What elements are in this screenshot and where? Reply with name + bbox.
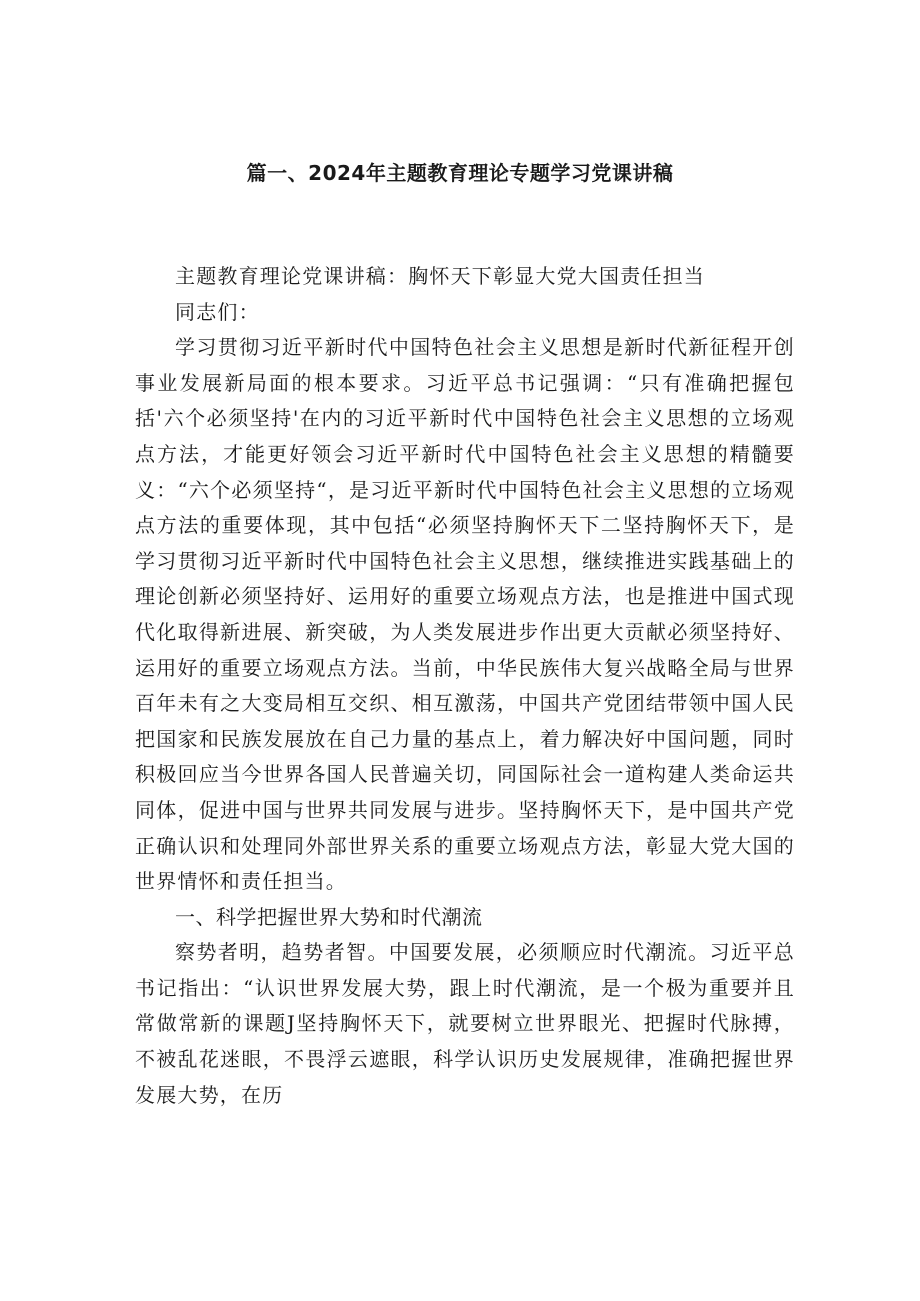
document-title: 篇一、2024年主题教育理论专题学习党课讲稿 [246, 161, 674, 185]
document-body [135, 259, 795, 1113]
section-heading: 一、科学把握世界大势和时代潮流 [175, 904, 483, 929]
subtitle-paragraph: 主题教育理论党课讲稿：胸怀天下彰显大党大国责任担当 [175, 264, 705, 288]
intro-paragraph: 学习贯彻习近平新时代中国特色社会主义思想是新时代新征程开创事业发展新局面的根本要求。习近平总书记强调：“只有准确把握包括'六个必须坚持'在内的习近平新时代中国特色社会主义思想的立场观点方法，才能更好领会习近平新时代中国特色社会主义思想的精髓要义：“六个必须坚持“，是习近平新时代中国特色社会主义思想的立场观点方法的重要体现，其中包括“必须坚持胸怀天下二坚持胸怀天下，是学习贯彻习近平新时代中国特色社会主义思想，继续推进实践基础上的理论创新必须坚持好、运用好的重要立场观点方法，也是推进中国式现代化取得新进展、新突破，为人类发展进步作出更大贡献必须坚持好、运用好的重要立场观点方法。当前，中华民族伟大复兴战略全局与世界百年未有之大变局相互交织、相互激荡，中国共产党团结带领中国人民把国家和民族发展放在自己力量的基点上，着力解决好中国问题，同时积极回应当今世界各国人民普遍关切，同国际社会一道构建人类命运共同体，促进中国与世界共同发展与进步。坚持胸怀天下，是中国共产党正确认识和处理同外部世界关系的重要立场观点方法，彰显大党大国的世界情怀和责任担当。 [135, 335, 795, 894]
section-body-paragraph: 察势者明，趋势者智。中国要发展，必须顺应时代潮流。习近平总书记指出：“认识世界发展大势，跟上时代潮流，是一个极为重要并且常做常新的课题J坚持胸怀天下，就要树立世界眼光、把握时代脉搏，不被乱花迷眼，不畏浮云遮眼，科学认识历史发展规律，准确把握世界发展大势，在历 [135, 940, 795, 1107]
salutation-paragraph: 同志们： [175, 299, 260, 324]
